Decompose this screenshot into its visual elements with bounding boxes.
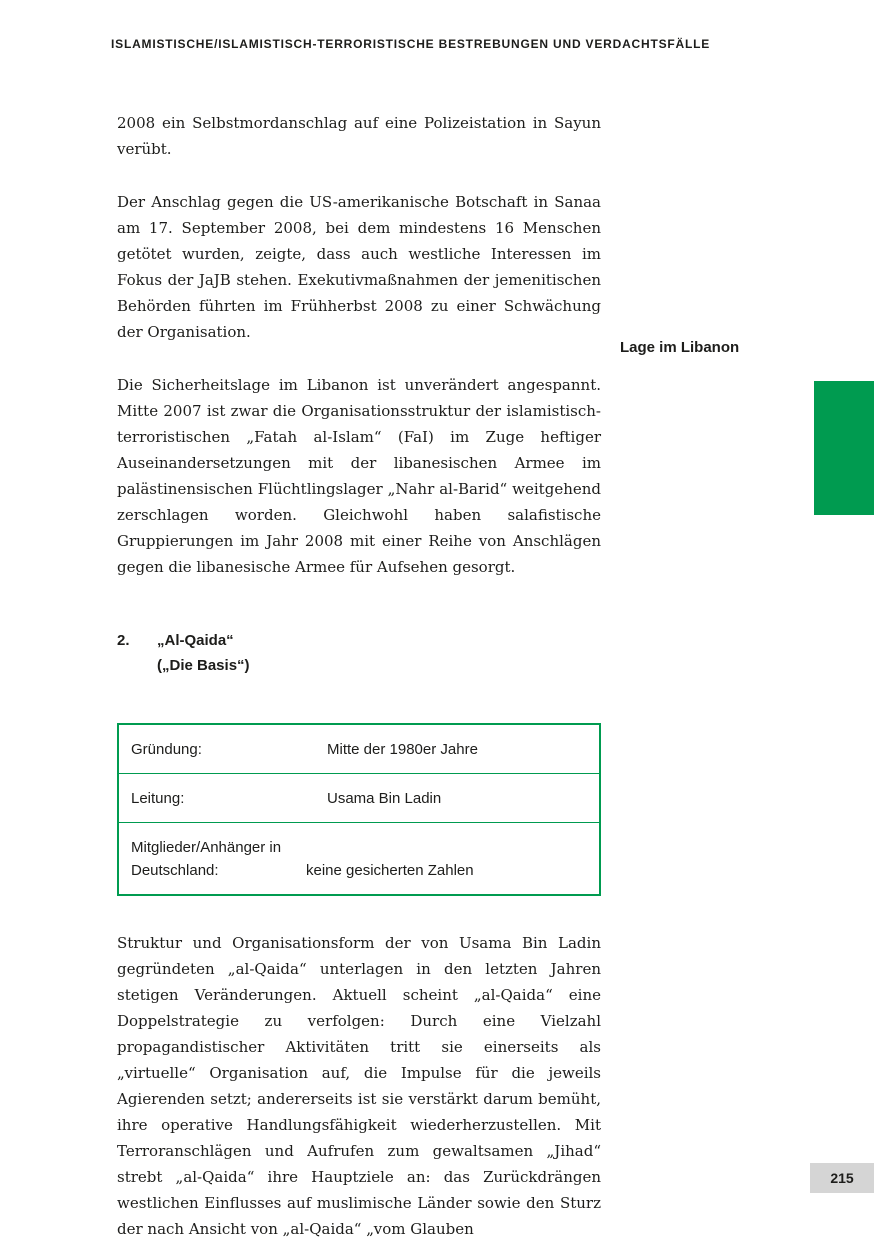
row-label: Leitung: bbox=[131, 790, 185, 807]
green-chapter-edge-tab bbox=[814, 381, 874, 515]
section-number: 2. bbox=[117, 632, 130, 649]
margin-note-lage-im-libanon: Lage im Libanon bbox=[620, 339, 740, 356]
section-title-line1: „Al-Qaida“ bbox=[157, 632, 234, 649]
page-number-box bbox=[810, 1163, 874, 1193]
table-row bbox=[119, 773, 599, 822]
page-number: 215 bbox=[830, 1170, 854, 1186]
al-qaida-info-table bbox=[117, 723, 601, 896]
paragraph-sanaa-attack: Der Anschlag gegen die US-amerikanische Botschaft in Sanaa am 17. September 2008, bei dem mindestens 16 Menschen getötet wurden, zeigte, dass auch westliche Interessen im Fokus der JaJB stehen. Exekutivmaßnahmen der jemenitischen Behörden führten im Frühherbst 2008 zu einer Schwächung der Organisation. bbox=[117, 193, 601, 341]
paragraph-sayun: 2008 ein Selbstmordanschlag auf eine Polizeistation in Sayun verübt. bbox=[117, 114, 601, 158]
section-title-line2: („Die Basis“) bbox=[157, 657, 250, 674]
paragraph-al-qaida-structure: Struktur und Organisationsform der von Usama Bin Ladin gegründeten „al-Qaida“ unterlagen in den letzten Jahren stetigen Veränderungen. Aktuell scheint „al-Qaida“ eine Doppelstrategie zu verfolgen: Durch eine Vielzahl propagandistischer Aktivitäten tritt sie einerseits als „virtuelle“ Organisation auf, die Impulse für die jeweils Agierenden setzt; andererseits ist sie verstärkt darum bemüht, ihre operative Handlungsfähigkeit wiederherzustellen. Mit Terroranschlägen und Aufrufen zum gewaltsamen „Jihad“ strebt „al-Qaida“ ihre Hauptziele an: das Zurückdrängen westlichen Einflusses auf muslimische Länder sowie den Sturz der nach Ansicht von „al-Qaida“ „vom Glauben bbox=[117, 934, 601, 1238]
row-value: keine gesicherten Zahlen bbox=[306, 862, 474, 879]
row-label: Mitglieder/Anhänger in Deutschland: bbox=[131, 839, 282, 879]
row-value: Mitte der 1980er Jahre bbox=[327, 741, 478, 758]
row-value: Usama Bin Ladin bbox=[327, 790, 442, 807]
main-text-column bbox=[117, 110, 601, 1242]
row-label: Gründung: bbox=[131, 741, 202, 758]
table-row bbox=[119, 822, 599, 894]
paragraph-lebanon: Die Sicherheitslage im Libanon ist unverändert angespannt. Mitte 2007 ist zwar die Organisationsstruktur der islamistisch-terroristischen „Fatah al-Islam“ (FaI) im Zuge heftiger Auseinandersetzungen mit der libanesischen Armee im palästinensischen Flüchtlingslager „Nahr al-Barid“ weitgehend zerschlagen worden. Gleichwohl haben salafistische Gruppierungen im Jahr 2008 mit einer Reihe von Anschlägen gegen die libanesische Armee für Aufsehen gesorgt. bbox=[117, 376, 601, 576]
running-head: ISLAMISTISCHE/ISLAMISTISCH-TERRORISTISCHE BESTREBUNGEN UND VERDACHTSFÄLLE bbox=[111, 37, 711, 51]
section-heading bbox=[117, 628, 601, 678]
table-row bbox=[119, 725, 599, 773]
